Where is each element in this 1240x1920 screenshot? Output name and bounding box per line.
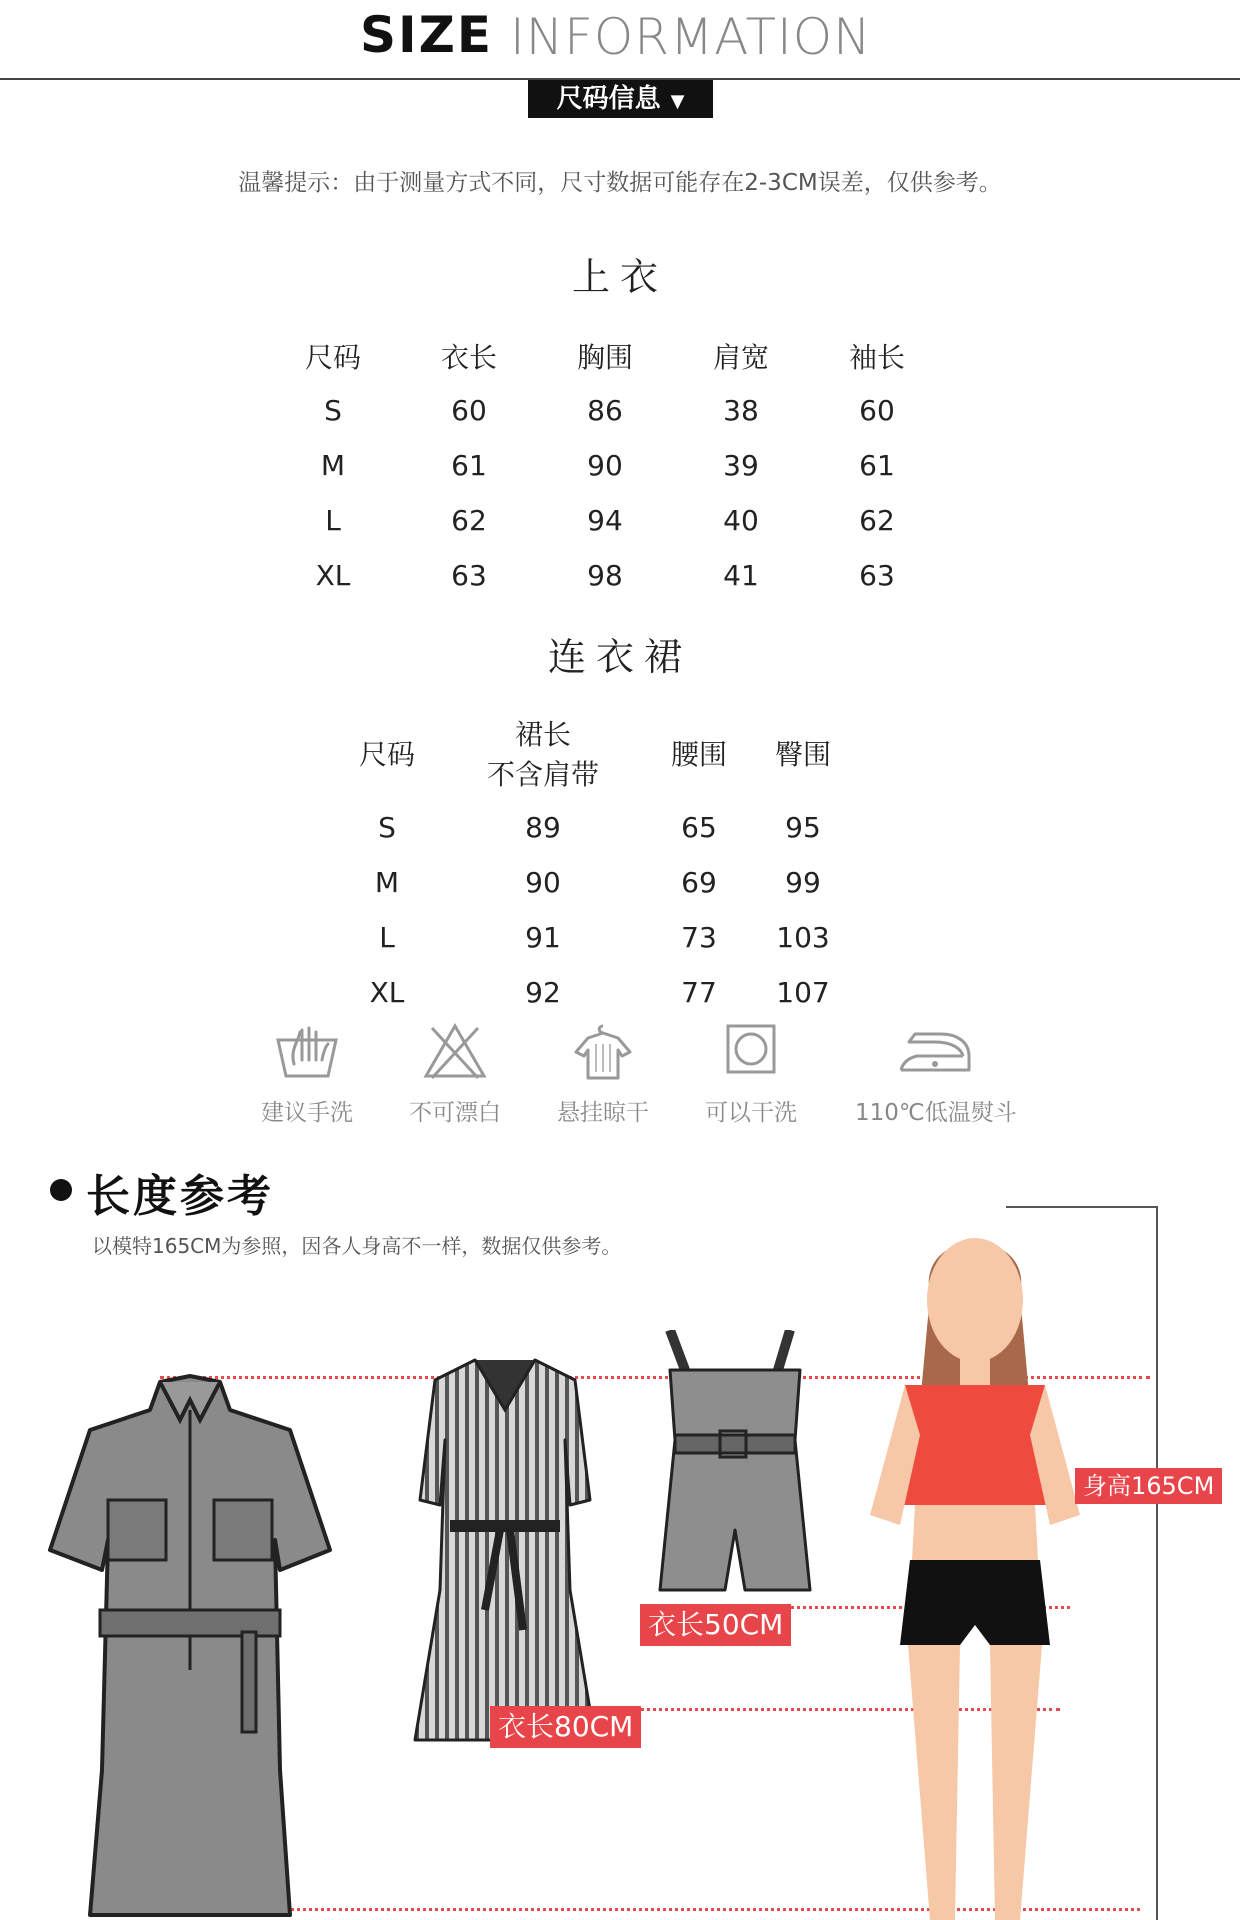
length-reference-subtitle: 以模特165CM为参照，因各人身高不一样，数据仅供参考。 xyxy=(92,1234,622,1258)
table-cell: XL xyxy=(369,976,405,1009)
table-header-cell: 胸围 xyxy=(576,340,633,374)
care-label: 可以干洗 xyxy=(705,1100,797,1126)
table-cell: 91 xyxy=(525,921,561,954)
table-cell: S xyxy=(324,394,342,427)
table-cell: M xyxy=(320,449,346,482)
title-size-word: SIZE xyxy=(360,6,494,64)
table-cell: 98 xyxy=(587,559,623,592)
length-reference-title: 长度参考 xyxy=(86,1171,274,1222)
table-cell: XL xyxy=(315,559,351,592)
table-header-row xyxy=(335,710,855,800)
table-header-cell: 腰围 xyxy=(670,738,727,771)
table-header-cell: 衣长 xyxy=(440,340,497,374)
table-cell: 94 xyxy=(587,504,623,537)
table-cell: 69 xyxy=(681,866,717,899)
dry-clean-icon xyxy=(716,1020,786,1082)
table-row xyxy=(335,965,855,1020)
height-165-tag: 身高165CM xyxy=(1075,1468,1222,1504)
table-row xyxy=(335,855,855,910)
care-label: 110℃低温熨斗 xyxy=(855,1100,1017,1126)
bullet-dot xyxy=(50,1179,72,1201)
table-cell: 63 xyxy=(451,559,487,592)
table-header-cell: 袖长 xyxy=(848,340,905,374)
table-row xyxy=(265,493,945,548)
table-cell: 90 xyxy=(587,449,623,482)
table-cell: 61 xyxy=(859,449,895,482)
table-cell: 89 xyxy=(525,811,561,844)
care-label: 建议手洗 xyxy=(261,1100,353,1126)
table-header-cell: 尺码 xyxy=(358,738,415,771)
care-item-no-bleach xyxy=(380,1020,530,1127)
model-figure-illustration xyxy=(860,1205,1090,1920)
down-triangle-icon: ▼ xyxy=(670,91,685,112)
table-cell: 39 xyxy=(723,449,759,482)
tops-size-table xyxy=(265,328,945,603)
height-vertical-line xyxy=(1156,1206,1158,1920)
table-cell: 95 xyxy=(785,811,821,844)
table-cell: S xyxy=(378,811,396,844)
care-label: 悬挂晾干 xyxy=(557,1100,649,1126)
table-cell: 86 xyxy=(587,394,623,427)
care-item-hang-dry xyxy=(528,1020,678,1127)
romper-illustration xyxy=(650,1330,820,1610)
table-row xyxy=(265,548,945,603)
table-cell: 77 xyxy=(681,976,717,1009)
table-row xyxy=(265,438,945,493)
length-80-tag: 衣长80CM xyxy=(490,1706,641,1748)
striped-dress-illustration xyxy=(405,1350,605,1750)
table-header-cell xyxy=(439,710,647,800)
table-row xyxy=(265,383,945,438)
table-cell: 63 xyxy=(859,559,895,592)
care-label: 不可漂白 xyxy=(409,1100,501,1126)
table-cell: M xyxy=(374,866,400,899)
table-cell: L xyxy=(379,921,395,954)
table-cell: 40 xyxy=(723,504,759,537)
table-header-row xyxy=(265,328,945,383)
table-header-cell: 臀围 xyxy=(774,738,831,771)
size-info-tag xyxy=(528,80,713,118)
dress-length-header-note: 不含肩带 xyxy=(486,758,599,791)
table-row xyxy=(335,800,855,855)
iron-icon xyxy=(895,1020,975,1082)
table-cell: 90 xyxy=(525,866,561,899)
dress-section-title: 连衣裙 xyxy=(547,635,692,679)
table-cell: 99 xyxy=(785,866,821,899)
table-row xyxy=(335,910,855,965)
table-cell: 62 xyxy=(451,504,487,537)
hand-wash-icon xyxy=(272,1020,342,1082)
table-cell: L xyxy=(325,504,341,537)
table-cell: 60 xyxy=(451,394,487,427)
length-50-tag: 衣长50CM xyxy=(640,1604,791,1646)
table-header-cell: 肩宽 xyxy=(712,340,769,374)
table-cell: 107 xyxy=(776,976,830,1009)
title-information-word: INFORMATION xyxy=(510,8,872,66)
size-info-tag-label: 尺码信息 xyxy=(556,84,661,114)
dress-length-header: 裙长 xyxy=(514,718,571,751)
no-bleach-icon xyxy=(420,1020,490,1082)
hang-dry-icon xyxy=(568,1020,638,1082)
care-item-iron xyxy=(855,1020,1015,1127)
table-cell: 73 xyxy=(681,921,717,954)
table-cell: 62 xyxy=(859,504,895,537)
shirt-dress-illustration xyxy=(30,1370,350,1920)
measurement-tip: 温馨提示：由于测量方式不同，尺寸数据可能存在2-3CM误差，仅供参考。 xyxy=(238,170,1002,196)
table-cell: 60 xyxy=(859,394,895,427)
table-cell: 92 xyxy=(525,976,561,1009)
care-item-dry-clean xyxy=(676,1020,826,1127)
care-item-hand-wash xyxy=(232,1020,382,1127)
dress-size-table xyxy=(335,710,855,1020)
table-cell: 61 xyxy=(451,449,487,482)
tops-section-title: 上衣 xyxy=(571,255,668,299)
table-cell: 41 xyxy=(723,559,759,592)
table-header-cell: 尺码 xyxy=(304,340,361,374)
table-cell: 65 xyxy=(681,811,717,844)
table-cell: 103 xyxy=(776,921,830,954)
table-cell: 38 xyxy=(723,394,759,427)
